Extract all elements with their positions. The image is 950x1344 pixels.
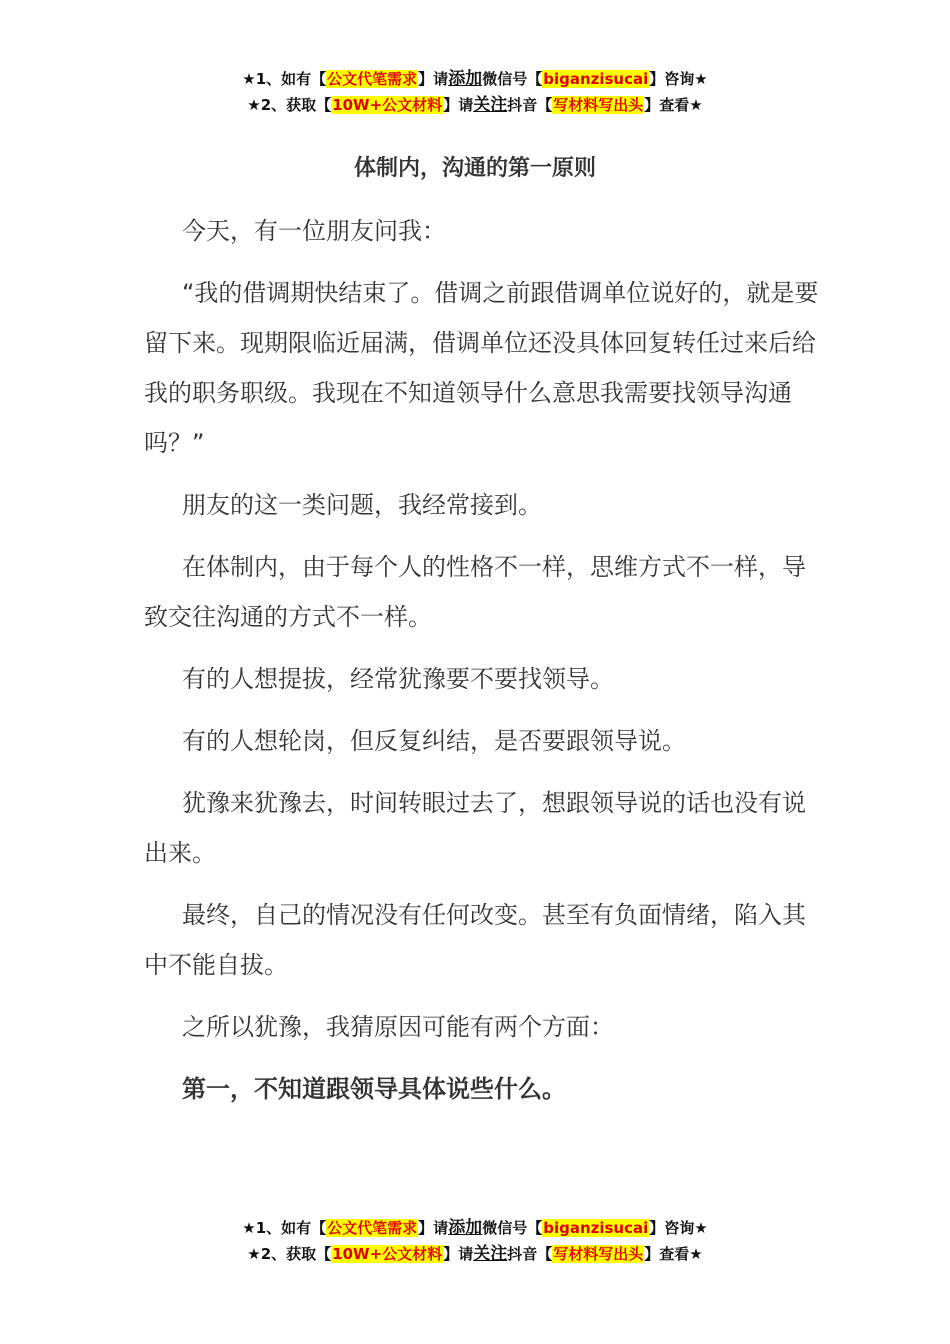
wechat-id: biganzisucai (543, 70, 649, 88)
wechat-id: biganzisucai (543, 1219, 649, 1237)
highlight-text: 公文代笔需求 (327, 1219, 418, 1237)
banner-text: ★1、如有【 (242, 70, 327, 88)
banner-text: 】请 (443, 96, 474, 114)
banner-text: 微信号【 (482, 70, 543, 88)
header-banner (0, 66, 950, 118)
banner-text: 微信号【 (482, 1219, 543, 1237)
banner-line-1 (0, 66, 950, 92)
paragraph: “我的借调期快结束了。借调之前跟借调单位说好的，就是要留下来。现期限临近届满，借调单位还没具体回复转任过来后给我的职务职级。我现在不知道领导什么意思我需要找领导沟通吗？” (144, 279, 819, 457)
banner-text: 】咨询★ (649, 1219, 708, 1237)
paragraph: 有的人想提拔，经常犹豫要不要找领导。 (182, 665, 614, 693)
paragraph: 有的人想轮岗，但反复纠结，是否要跟领导说。 (182, 727, 686, 755)
article-body (144, 206, 824, 1126)
banner-text: 】查看★ (644, 1245, 703, 1263)
paragraph: 之所以犹豫，我猜原因可能有两个方面： (182, 1013, 614, 1041)
banner-text: 抖音【 (507, 1245, 553, 1263)
banner-line-1 (0, 1215, 950, 1241)
banner-line-2 (0, 1241, 950, 1267)
highlight-text: 10W+公文材料 (332, 96, 443, 114)
paragraph: 今天，有一位朋友问我： (182, 217, 446, 245)
banner-text: 抖音【 (507, 96, 553, 114)
underlined-text: 关注 (473, 1244, 508, 1264)
underlined-text: 添加 (448, 69, 483, 89)
douyin-id: 写材料写出头 (553, 1245, 644, 1263)
banner-text: ★2、获取【 (247, 96, 332, 114)
underlined-text: 关注 (473, 95, 508, 115)
banner-text: 】请 (418, 70, 449, 88)
banner-line-2 (0, 92, 950, 118)
footer-banner (0, 1215, 950, 1267)
underlined-text: 添加 (448, 1218, 483, 1238)
section-heading: 第一，不知道跟领导具体说些什么。 (182, 1075, 566, 1103)
highlight-text: 公文代笔需求 (327, 70, 418, 88)
paragraph: 朋友的这一类问题，我经常接到。 (182, 491, 542, 519)
banner-text: ★1、如有【 (242, 1219, 327, 1237)
douyin-id: 写材料写出头 (553, 96, 644, 114)
banner-text: 】请 (418, 1219, 449, 1237)
highlight-text: 10W+公文材料 (332, 1245, 443, 1263)
banner-text: ★2、获取【 (247, 1245, 332, 1263)
paragraph: 犹豫来犹豫去，时间转眼过去了，想跟领导说的话也没有说出来。 (144, 789, 806, 867)
banner-text: 】请 (443, 1245, 474, 1263)
paragraph: 在体制内，由于每个人的性格不一样，思维方式不一样，导致交往沟通的方式不一样。 (144, 553, 806, 631)
banner-text: 】查看★ (644, 96, 703, 114)
banner-text: 】咨询★ (649, 70, 708, 88)
page-title: 体制内，沟通的第一原则 (353, 156, 596, 181)
paragraph: 最终，自己的情况没有任何改变。甚至有负面情绪，陷入其中不能自拔。 (144, 901, 806, 979)
